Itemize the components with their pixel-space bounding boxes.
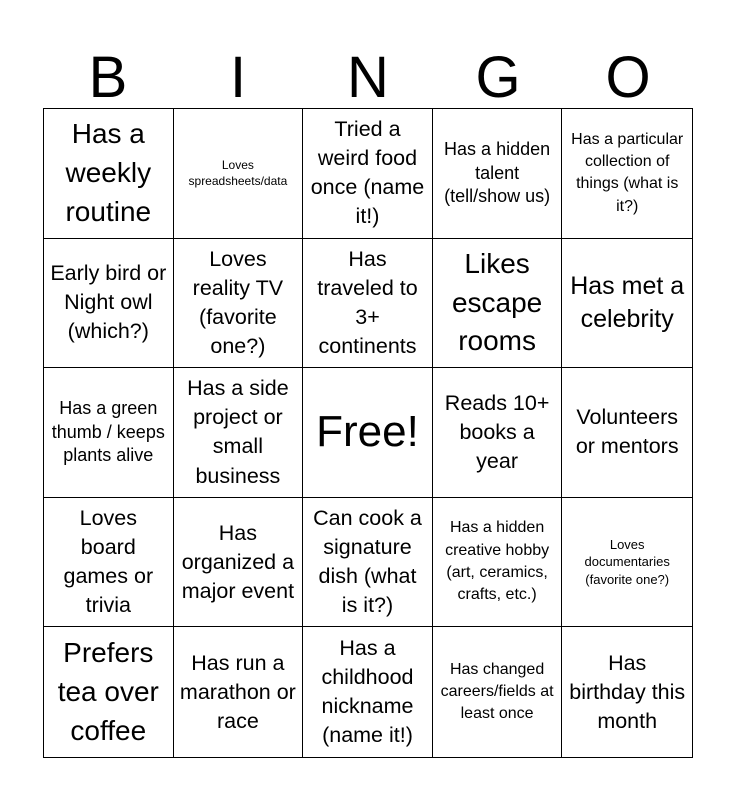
header-letter-o: O — [605, 45, 651, 110]
bingo-cell-r2c4[interactable]: Likes escape rooms — [433, 239, 563, 369]
bingo-cell-r4c3[interactable]: Can cook a signature dish (what is it?) — [303, 498, 433, 628]
bingo-cell-r4c2[interactable]: Has organized a major event — [174, 498, 304, 628]
header-letter-i: I — [229, 45, 247, 110]
bingo-cell-r1c1[interactable]: Has a weekly routine — [44, 109, 174, 239]
header-letter-g: G — [475, 45, 521, 110]
bingo-cell-r1c4[interactable]: Has a hidden talent (tell/show us) — [433, 109, 563, 239]
header-letter-b: B — [88, 45, 128, 110]
bingo-cell-r4c1[interactable]: Loves board games or trivia — [44, 498, 174, 628]
bingo-cell-free[interactable]: Free! — [303, 368, 433, 498]
bingo-cell-r3c2[interactable]: Has a side project or small business — [174, 368, 304, 498]
bingo-cell-r4c5[interactable]: Loves documentaries (favorite one?) — [562, 498, 692, 628]
bingo-cell-r5c1[interactable]: Prefers tea over coffee — [44, 627, 174, 757]
bingo-cell-r5c2[interactable]: Has run a marathon or race — [174, 627, 304, 757]
bingo-cell-r5c4[interactable]: Has changed careers/fields at least once — [433, 627, 563, 757]
bingo-cell-r2c5[interactable]: Has met a celebrity — [562, 239, 692, 369]
bingo-cell-r3c1[interactable]: Has a green thumb / keeps plants alive — [44, 368, 174, 498]
bingo-cell-r2c3[interactable]: Has traveled to 3+ continents — [303, 239, 433, 369]
bingo-cell-r1c3[interactable]: Tried a weird food once (name it!) — [303, 109, 433, 239]
bingo-cell-r2c2[interactable]: Loves reality TV (favorite one?) — [174, 239, 304, 369]
bingo-cell-r5c3[interactable]: Has a childhood nickname (name it!) — [303, 627, 433, 757]
bingo-cell-r2c1[interactable]: Early bird or Night owl (which?) — [44, 239, 174, 369]
bingo-cell-r1c2[interactable]: Loves spreadsheets/data — [174, 109, 304, 239]
bingo-header — [43, 44, 693, 108]
header-letter-n: N — [347, 45, 389, 110]
bingo-cell-r5c5[interactable]: Has birthday this month — [569, 650, 686, 733]
bingo-cell-r3c5[interactable]: Volunteers or mentors — [562, 368, 692, 498]
bingo-board — [43, 108, 693, 758]
bingo-cell-r4c4[interactable]: Has a hidden creative hobby (art, ceramics, crafts, etc.) — [433, 498, 563, 628]
bingo-cell-r3c4[interactable]: Reads 10+ books a year — [433, 368, 563, 498]
bingo-cell-r1c5[interactable]: Has a particular collection of things (what is it?) — [562, 109, 692, 239]
